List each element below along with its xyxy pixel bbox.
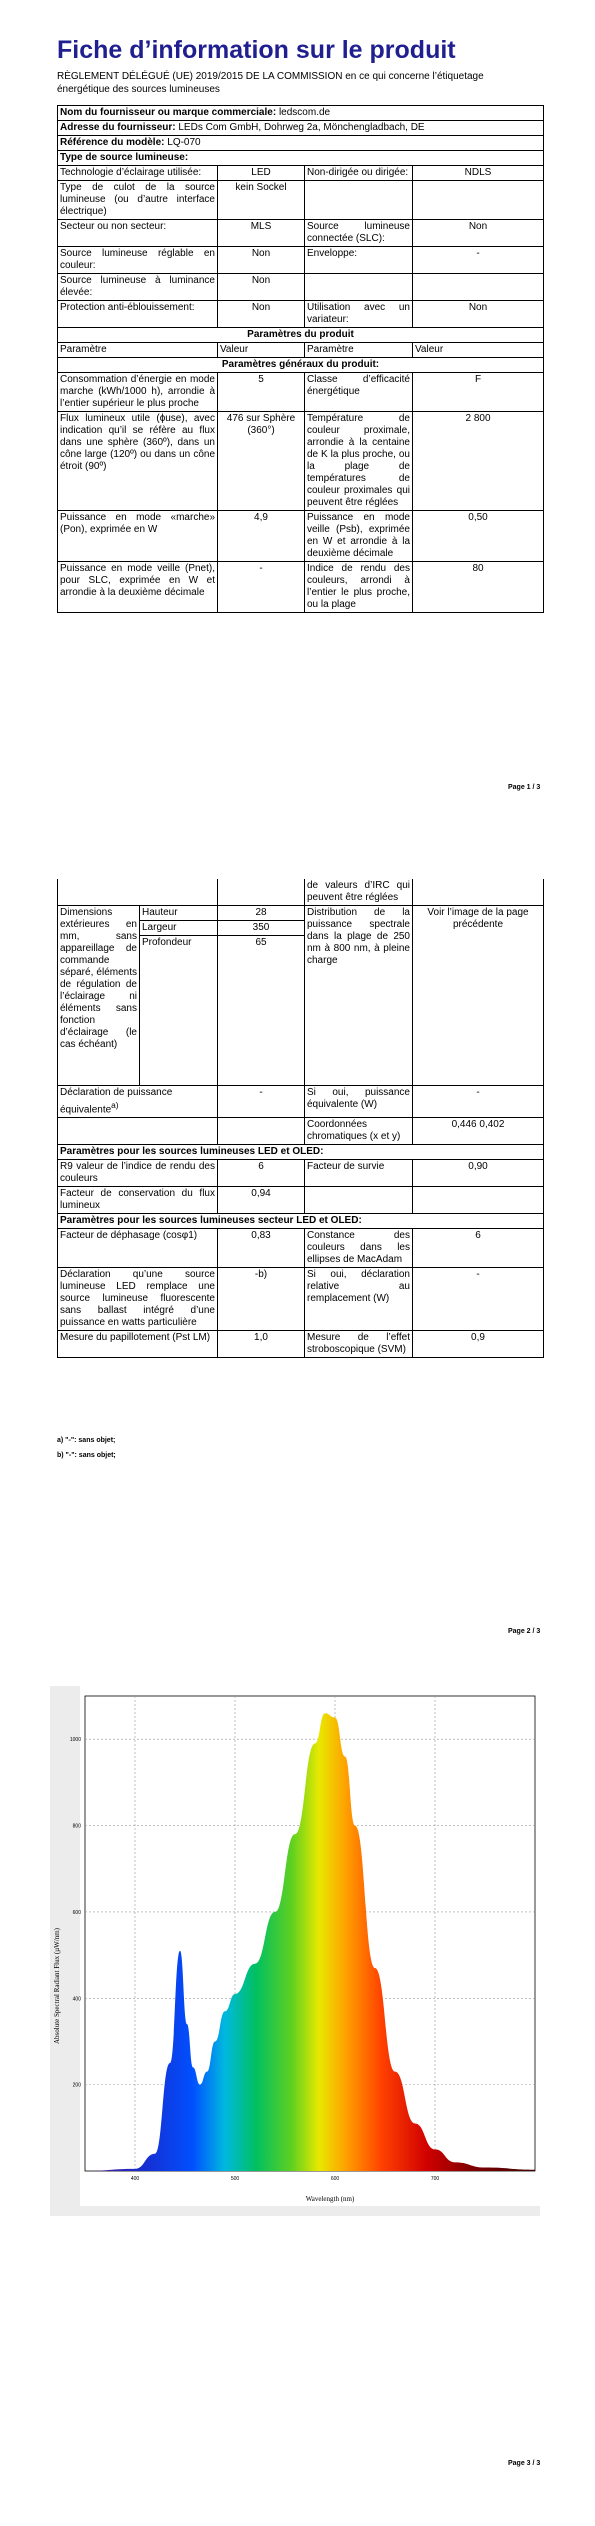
param-label: Enveloppe: — [305, 247, 413, 274]
led-rows — [58, 1160, 544, 1214]
equivalent-watt-label: Si oui, puissance équivalente (W) — [305, 1086, 413, 1118]
product-info-table — [57, 105, 544, 613]
param-label: Puissance en mode veille (Pnet), pour SLC, exprimée en W et arrondie à la deuxième décimale — [58, 562, 218, 613]
footnote-b: b) "-": sans objet; — [57, 1452, 116, 1459]
param-label: Mesure du papillotement (Pst LM) — [58, 1331, 218, 1358]
chromaticity-row — [58, 1118, 544, 1145]
param-label: Protection anti-éblouissement: — [58, 301, 218, 328]
param-value: Non — [413, 301, 544, 328]
spectral-chart — [50, 1686, 540, 2216]
width-label: Largeur — [140, 921, 218, 936]
param-label: Flux lumineux utile (ɸuse), avec indication qu’il se réfère au flux dans une sphère (360º), dans un cône large (120º) ou dans un cône étroit (90º) — [58, 412, 218, 511]
param-value: 4,9 — [218, 511, 305, 562]
spectral-chart-svg — [50, 1686, 540, 2216]
param-label: Déclaration qu’une source lumineuse LED remplace une source lumineuse fluorescente sans ballast intégré d’une puissance en watts particulière — [58, 1268, 218, 1331]
param-value: kein Sockel — [218, 181, 305, 220]
param-value — [413, 181, 544, 220]
param-value: - — [413, 1268, 544, 1331]
param-value: 0,83 — [218, 1229, 305, 1268]
supplier-label: Nom du fournisseur ou marque commerciale: — [60, 107, 277, 118]
table-row — [58, 1331, 544, 1358]
param-label: Secteur ou non secteur: — [58, 220, 218, 247]
param-value: Non — [218, 274, 305, 301]
param-value: 5 — [218, 373, 305, 412]
depth-value: 65 — [218, 936, 305, 1086]
x-tick-label: 400 — [130, 2176, 140, 2182]
param-value: NDLS — [413, 166, 544, 181]
param-label: Facteur de survie — [305, 1160, 413, 1187]
param-value: 6 — [413, 1229, 544, 1268]
type-rows — [58, 166, 544, 328]
product-info-table-continued — [57, 879, 544, 1358]
param-label: Source lumineuse à luminance élevée: — [58, 274, 218, 301]
model-row — [58, 136, 544, 151]
table-row — [58, 562, 544, 613]
param-label: Facteur de conservation du flux lumineux — [58, 1187, 218, 1214]
table-row — [58, 412, 544, 511]
param-label: Indice de rendu des couleurs, arrondi à l’entier le plus proche, ou la plage — [305, 562, 413, 613]
page-number: Page 3 / 3 — [508, 2460, 541, 2467]
param-label — [305, 1187, 413, 1214]
param-value: 0,90 — [413, 1160, 544, 1187]
x-axis-label: Wavelength (nm) — [305, 2195, 355, 2203]
height-value: 28 — [218, 906, 305, 921]
param-value: 476 sur Sphère (360°) — [218, 412, 305, 511]
param-value: Non — [218, 247, 305, 274]
param-label: Classe d’efficacité énergétique — [305, 373, 413, 412]
general-rows — [58, 373, 544, 613]
col-value-header: Valeur — [218, 343, 305, 358]
param-label: Technologie d’éclairage utilisée: — [58, 166, 218, 181]
y-tick-label: 800 — [72, 1823, 81, 1830]
param-value: 80 — [413, 562, 544, 613]
table-row — [58, 220, 544, 247]
dimensions-label: Dimensions extérieures en mm, sans appareillage de commande séparé, éléments de régulation de l’éclairage ni éléments sans fonction d’éclairage (le cas échéant) — [58, 906, 140, 1086]
param-label: Facteur de déphasage (cosφ1) — [58, 1229, 218, 1268]
mains-header: Paramètres pour les sources lumineuses secteur LED et OLED: — [58, 1214, 544, 1229]
y-tick-label: 600 — [72, 1909, 81, 1916]
param-label — [305, 274, 413, 301]
address-value: LEDs Com GmbH, Dohrweg 2a, Mönchengladbach, DE — [178, 122, 425, 133]
param-value: -b) — [218, 1268, 305, 1331]
table-row — [58, 166, 544, 181]
footnote-marker: a) — [111, 1100, 119, 1110]
equivalent-power-row — [58, 1086, 544, 1118]
param-label: Consommation d’énergie en mode marche (kWh/1000 h), arrondie à l’entier supérieur le plus proche — [58, 373, 218, 412]
param-label: Source lumineuse réglable en couleur: — [58, 247, 218, 274]
param-label: R9 valeur de l’indice de rendu des couleurs — [58, 1160, 218, 1187]
mains-rows — [58, 1229, 544, 1358]
chromaticity-value: 0,446 0,402 — [413, 1118, 544, 1145]
table-row — [58, 181, 544, 220]
param-value: 0,50 — [413, 511, 544, 562]
params-header: Paramètres du produit — [58, 328, 544, 343]
model-label: Référence du modèle: — [60, 137, 165, 148]
param-value: 6 — [218, 1160, 305, 1187]
equivalent-watt-value: - — [413, 1086, 544, 1118]
table-row — [58, 1187, 544, 1214]
param-label: Mesure de l’effet stroboscopique (SVM) — [305, 1331, 413, 1358]
cri-continuation: de valeurs d’IRC qui peuvent être réglées — [305, 879, 413, 906]
page-number: Page 1 / 3 — [508, 784, 541, 791]
param-value: Non — [218, 301, 305, 328]
param-value — [413, 274, 544, 301]
equivalent-power-value: - — [218, 1086, 305, 1118]
height-label: Hauteur — [140, 906, 218, 921]
col-value-header: Valeur — [413, 343, 544, 358]
general-header: Paramètres généraux du produit: — [58, 358, 544, 373]
table-row — [58, 301, 544, 328]
regulation-subtitle: RÈGLEMENT DÉLÉGUÉ (UE) 2019/2015 DE LA COMMISSION en ce qui concerne l’étiquetage énergétique des sources lumineuses — [57, 71, 484, 95]
param-value: MLS — [218, 220, 305, 247]
table-row — [58, 1268, 544, 1331]
param-label: Si oui, déclaration relative au remplacement (W) — [305, 1268, 413, 1331]
model-value: LQ-070 — [167, 137, 201, 148]
param-value: - — [413, 247, 544, 274]
chromaticity-label: Coordonnées chromatiques (x et y) — [305, 1118, 413, 1145]
footnote-a: a) "-": sans objet; — [57, 1437, 116, 1444]
x-tick-label: 700 — [430, 2176, 440, 2182]
led-header: Paramètres pour les sources lumineuses LED et OLED: — [58, 1145, 544, 1160]
param-label: Source lumineuse connectée (SLC): — [305, 220, 413, 247]
param-value: - — [218, 562, 305, 613]
width-value: 350 — [218, 921, 305, 936]
param-label: Température de couleur proximale, arrondie à la centaine de K la plus proche, ou la plage de températures de couleur proximales qui peuvent être réglées — [305, 412, 413, 511]
table-row — [58, 373, 544, 412]
param-value: 1,0 — [218, 1331, 305, 1358]
table-row — [58, 247, 544, 274]
address-label: Adresse du fournisseur: — [60, 122, 176, 133]
param-value: 0,9 — [413, 1331, 544, 1358]
table-row — [58, 1160, 544, 1187]
equivalent-power-label: Déclaration de puissance équivalente — [60, 1087, 173, 1116]
supplier-row — [58, 106, 544, 121]
x-tick-label: 600 — [330, 2176, 340, 2182]
col-param-header: Paramètre — [305, 343, 413, 358]
param-value: 2 800 — [413, 412, 544, 511]
param-label: Puissance en mode veille (Psb), exprimée en W et arrondie à la deuxième décimale — [305, 511, 413, 562]
y-axis-label: Absolute Spectral Radiant Flux (µW/nm) — [53, 1927, 61, 2045]
spectral-value: Voir l’image de la page précédente — [413, 906, 544, 1086]
param-value: LED — [218, 166, 305, 181]
type-header: Type de source lumineuse: — [58, 151, 544, 166]
page-title: Fiche d’information sur le produit — [57, 36, 456, 64]
param-label — [305, 181, 413, 220]
depth-label: Profondeur — [140, 936, 218, 1086]
col-param-header: Paramètre — [58, 343, 218, 358]
param-label: Non-dirigée ou dirigée: — [305, 166, 413, 181]
dimensions-row — [58, 906, 544, 921]
x-tick-label: 500 — [230, 2176, 240, 2182]
param-value: 0,94 — [218, 1187, 305, 1214]
page-number: Page 2 / 3 — [508, 1628, 541, 1635]
y-tick-label: 1000 — [69, 1737, 81, 1744]
param-value — [413, 1187, 544, 1214]
table-row — [58, 274, 544, 301]
y-tick-label: 200 — [72, 2082, 81, 2089]
address-row — [58, 121, 544, 136]
param-label: Type de culot de la source lumineuse (ou d’autre interface électrique) — [58, 181, 218, 220]
y-tick-label: 400 — [72, 1996, 81, 2003]
param-label: Utilisation avec un variateur: — [305, 301, 413, 328]
param-label: Puissance en mode «marche» (Pon), exprimée en W — [58, 511, 218, 562]
param-value: F — [413, 373, 544, 412]
continuation-row — [58, 879, 544, 906]
spectral-label: Distribution de la puissance spectrale dans la plage de 250 nm à 800 nm, à pleine charge — [305, 906, 413, 1086]
param-value: Non — [413, 220, 544, 247]
table-row — [58, 511, 544, 562]
table-row — [58, 1229, 544, 1268]
supplier-value: ledscom.de — [278, 107, 331, 118]
param-label: Constance des couleurs dans les ellipses de MacAdam — [305, 1229, 413, 1268]
column-header-row — [58, 343, 544, 358]
